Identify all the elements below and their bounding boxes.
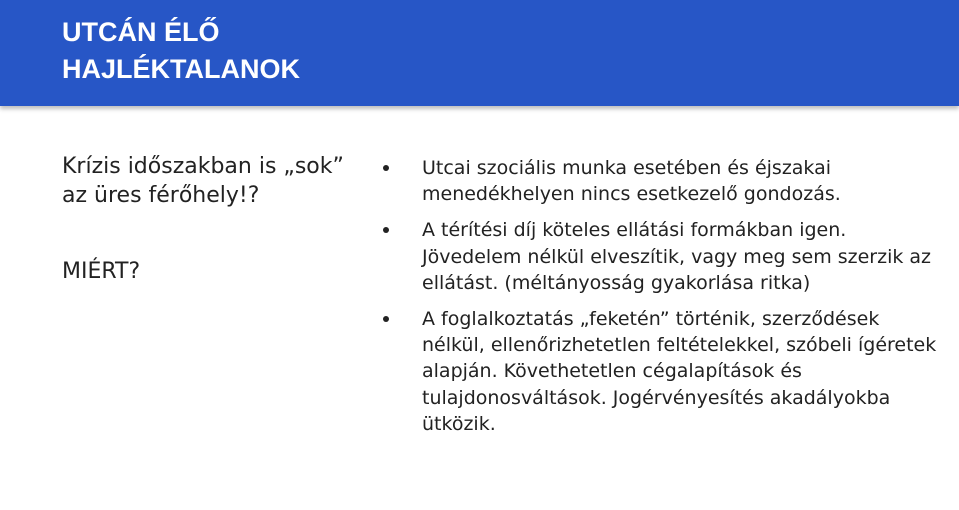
bullet-item [382,155,942,207]
bullet-text: Utcai szociális munka esetében és éjszakai menedékhelyen nincs esetkezelő gondozás. [422,157,841,206]
question-text: Krízis időszakban is „sok” az üres férőhely!? [62,154,344,208]
bullet-item [382,306,942,437]
bullet-item [382,217,942,296]
left-column [62,152,362,286]
title-bar [0,0,959,106]
slide-title [62,14,300,88]
title-line-1: UTCÁN ÉLŐ [62,17,220,47]
bullet-dot-icon [383,165,389,171]
bullet-text: A térítési díj köteles ellátási formákban igen. Jövedelem nélkül elveszítik, vagy meg sem szerzik az ellátást. (méltányosság gyakorlása ritka) [422,219,932,294]
title-line-2: HAJLÉKTALANOK [62,54,300,84]
bullet-dot-icon [383,316,389,322]
bullet-dot-icon [383,227,389,233]
why-text: MIÉRT? [62,259,141,284]
bullet-text: A foglalkoztatás „feketén” történik, szerződések nélkül, ellenőrizhetetlen feltételekkel, szóbeli ígéretek alapján. Követhetetlen cégalapítások és tulajdonosváltások. Jogérvényesítés akadályokba ütközik. [422,308,937,435]
bullet-list [382,155,942,447]
